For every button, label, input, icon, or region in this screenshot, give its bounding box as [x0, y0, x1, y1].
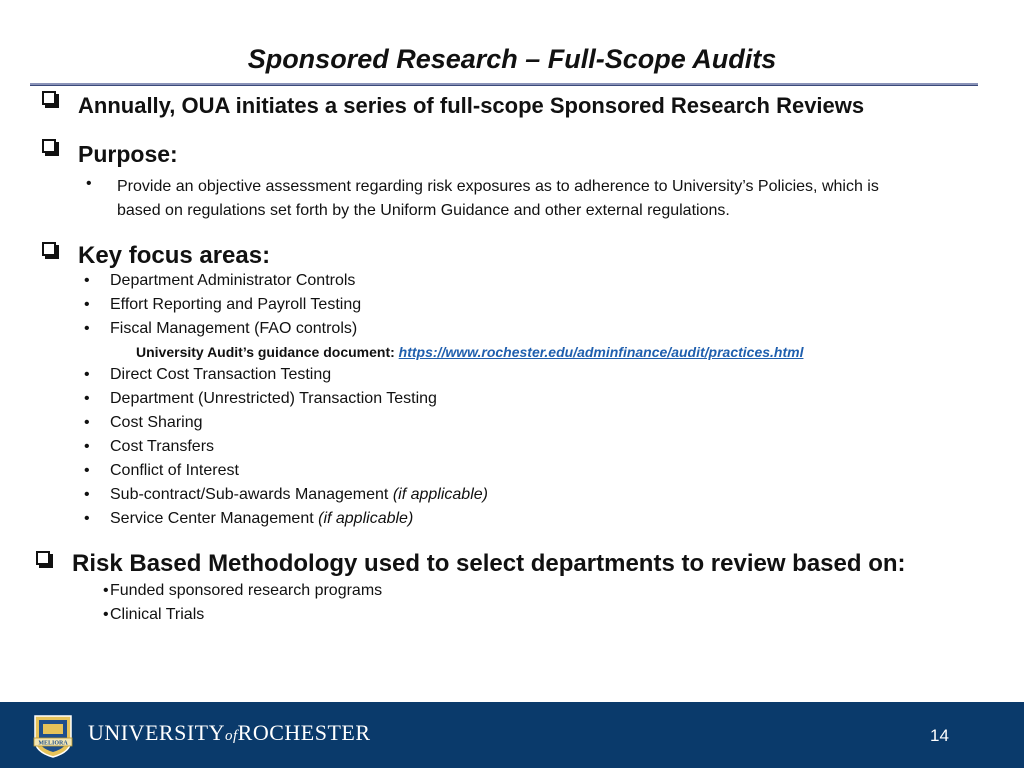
- heading-risk-methodology: Risk Based Methodology used to select departments to review based on:: [72, 550, 906, 577]
- checkbox-bullet-icon: [42, 139, 56, 153]
- title-divider: [30, 83, 978, 86]
- svg-text:MELIORA: MELIORA: [38, 740, 68, 747]
- checkbox-bullet-icon: [42, 91, 56, 105]
- purpose-line-1: Provide an objective assessment regarding risk exposures as to adherence to University’s Policies, which is: [117, 178, 879, 195]
- focus-item: • Conflict of Interest: [84, 462, 239, 479]
- heading-key-focus: Key focus areas:: [78, 242, 271, 269]
- heading-purpose: Purpose:: [78, 141, 178, 167]
- page-number: 14: [930, 726, 949, 745]
- risk-item: • Clinical Trials: [103, 606, 205, 623]
- focus-item: • Department Administrator Controls: [84, 272, 356, 289]
- footer-bar: [0, 702, 1024, 768]
- focus-item: • Effort Reporting and Payroll Testing: [84, 296, 362, 313]
- focus-item: • Direct Cost Transaction Testing: [84, 366, 332, 383]
- focus-item: • Fiscal Management (FAO controls): [84, 320, 358, 337]
- focus-item: • Department (Unrestricted) Transaction Testing: [84, 390, 437, 407]
- university-seal-icon: [30, 712, 76, 758]
- risk-item: • Funded sponsored research programs: [103, 582, 383, 599]
- heading-annual-reviews: Annually, OUA initiates a series of full-scope Sponsored Research Reviews: [78, 93, 865, 118]
- purpose-line-2: based on regulations set forth by the Uniform Guidance and other external regulations.: [117, 202, 730, 219]
- focus-item: • Cost Sharing: [84, 414, 203, 431]
- checkbox-bullet-icon: [42, 242, 56, 256]
- guidance-label: University Audit’s guidance document:: [136, 344, 399, 360]
- focus-item: • Service Center Management (if applicable): [84, 510, 414, 527]
- checkbox-bullet-icon: [36, 551, 50, 565]
- purpose-bullet: [117, 175, 997, 223]
- university-wordmark: UNIVERSITYofROCHESTER: [88, 720, 371, 745]
- focus-item: • Sub-contract/Sub-awards Management (if applicable): [84, 486, 488, 503]
- guidance-link[interactable]: https://www.rochester.edu/adminfinance/audit/practices.html: [398, 344, 804, 360]
- focus-item: • Cost Transfers: [84, 438, 215, 455]
- slide-title: Sponsored Research – Full-Scope Audits: [247, 44, 777, 74]
- guidance-document: [136, 344, 803, 360]
